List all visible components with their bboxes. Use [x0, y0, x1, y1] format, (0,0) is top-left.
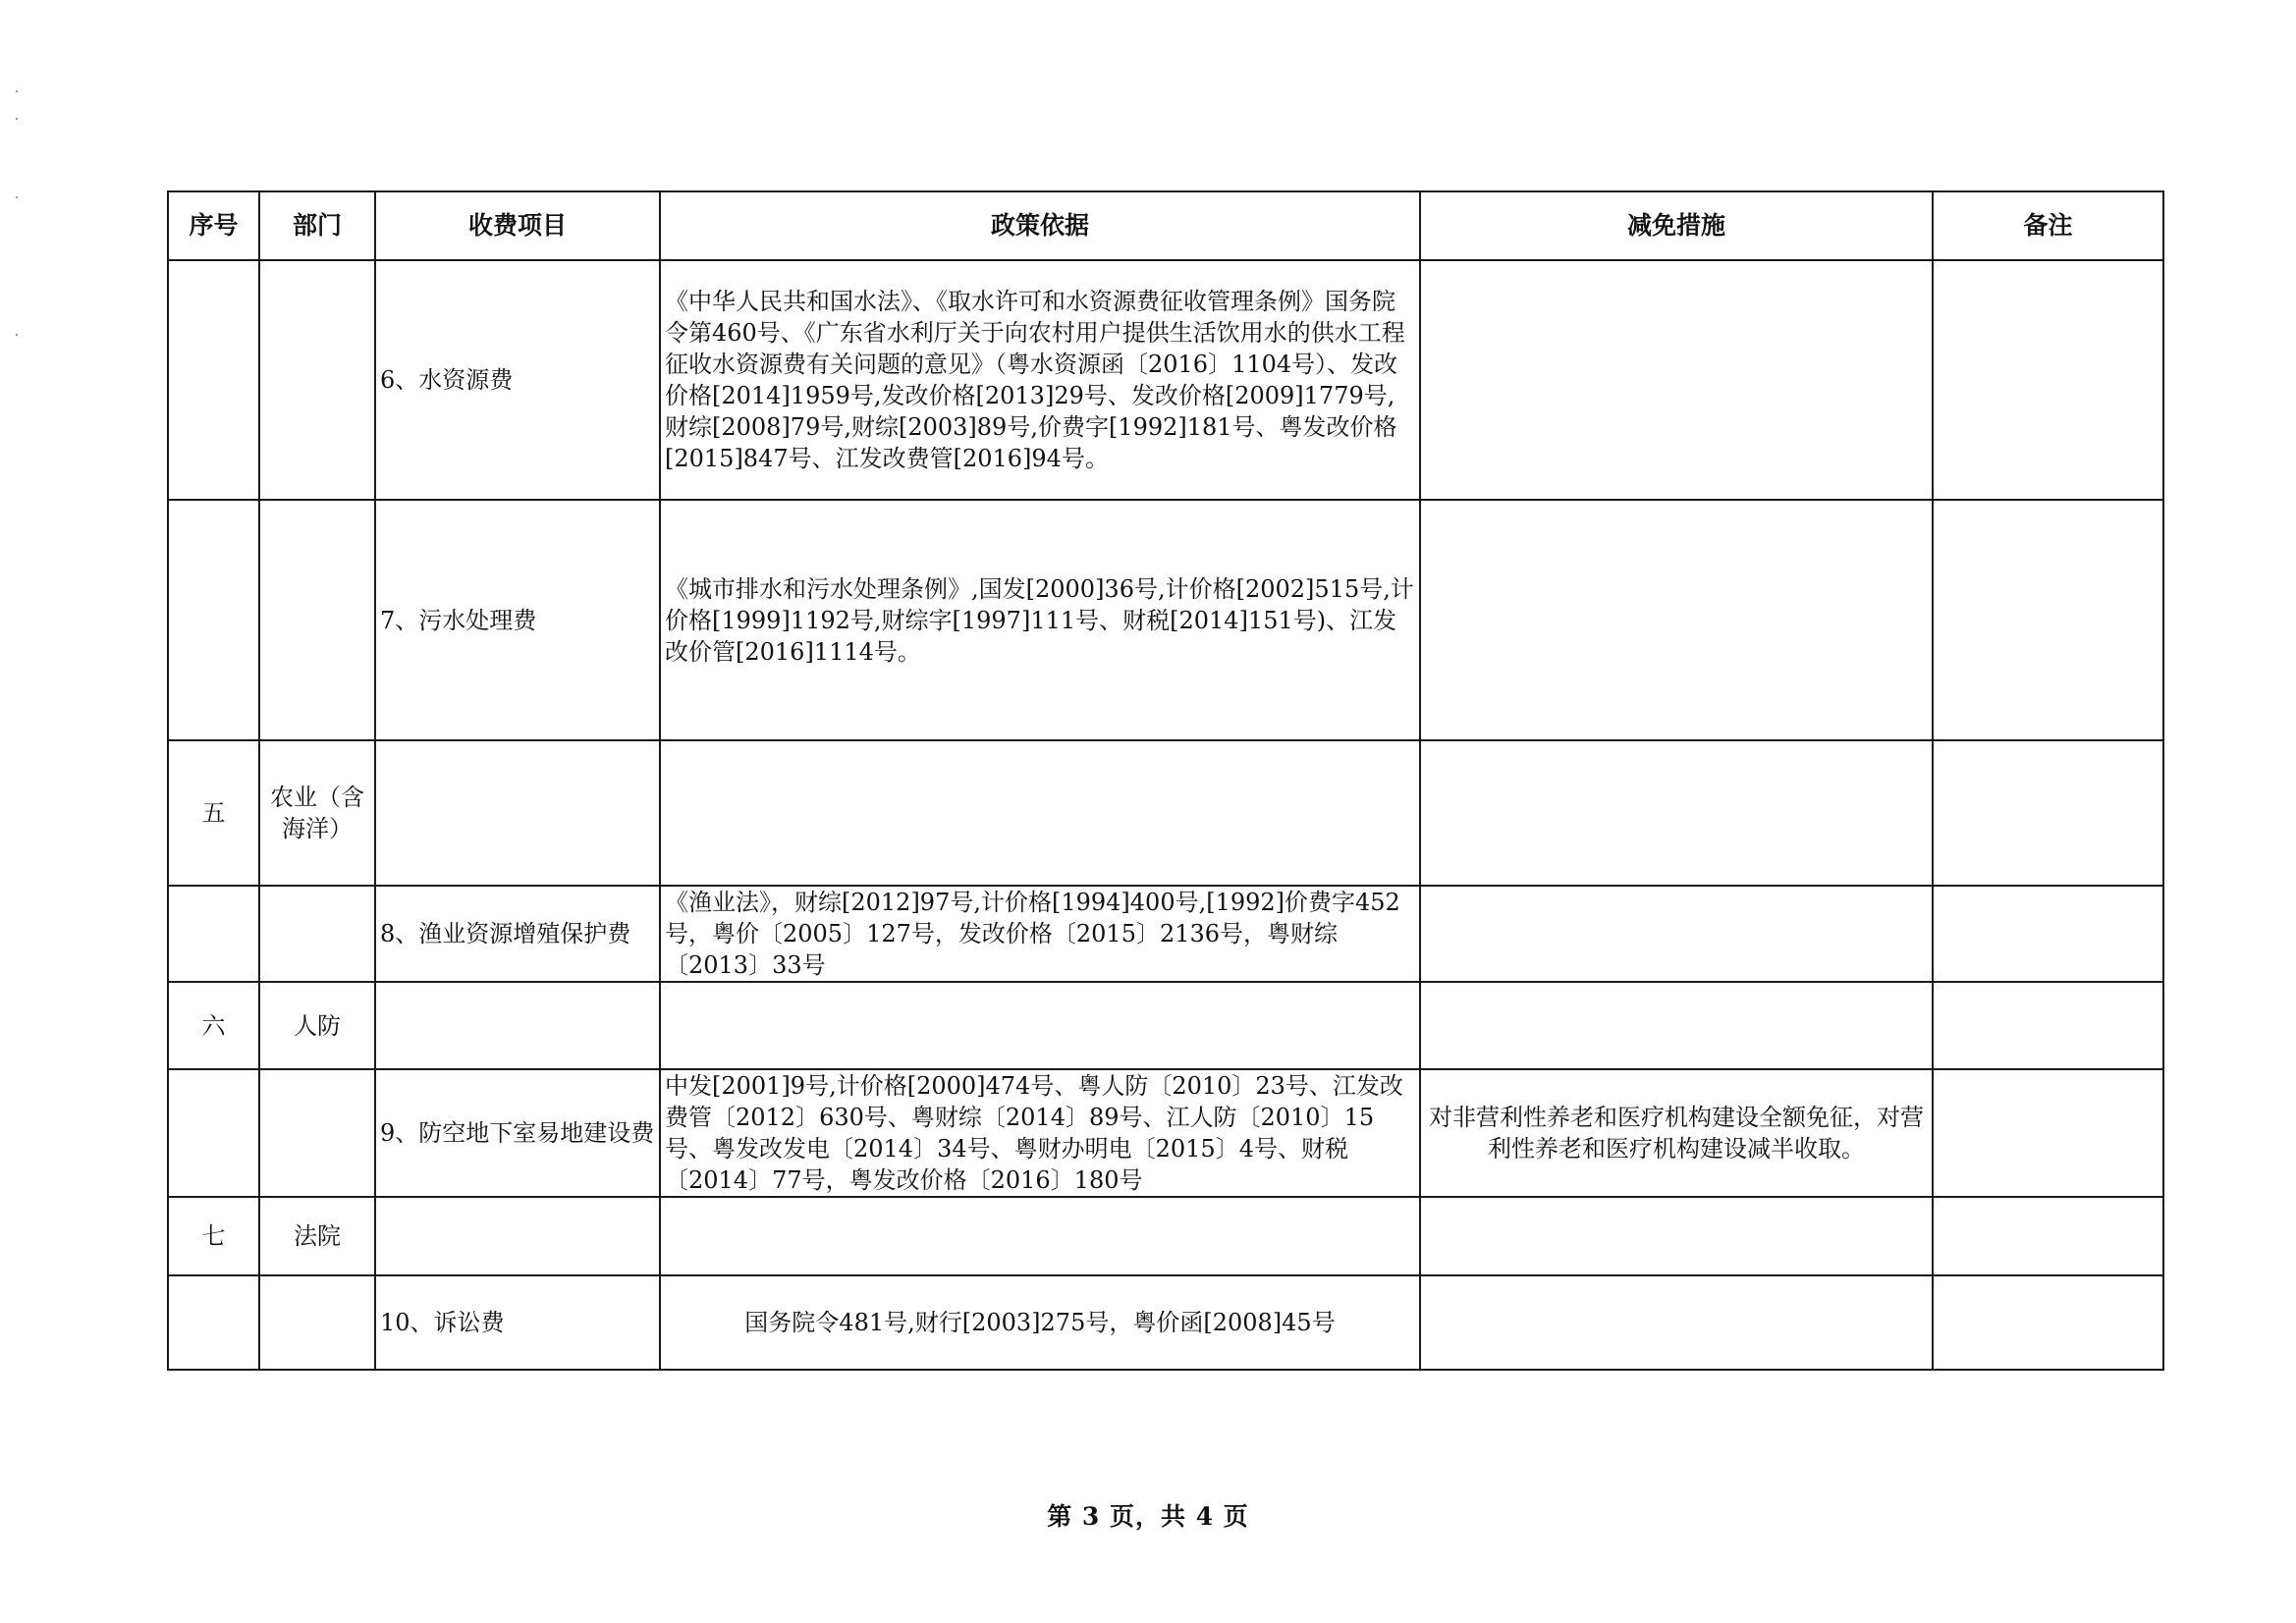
cell-dept: 人防: [259, 982, 375, 1069]
cell-seq: [168, 260, 259, 500]
cell-seq: [168, 1275, 259, 1370]
cell-basis: 《渔业法》，财综[2012]97号,计价格[1994]400号,[1992]价费字452号，粤价〔2005〕127号，发改价格〔2015〕2136号，粤财综〔2013〕33号: [660, 886, 1420, 982]
cell-seq: [168, 1069, 259, 1197]
cell-seq: [168, 500, 259, 740]
cell-basis: 中发[2001]9号,计价格[2000]474号、粤人防〔2010〕23号、江发改费管〔2012〕630号、粤财综〔2014〕89号、江人防〔2010〕15号、粤发改发电〔2014〕34号、粤财办明电〔2015〕4号、财税〔2014〕77号，粤发改价格〔2016〕180号: [660, 1069, 1420, 1197]
table-row: [168, 260, 2163, 500]
cell-item: 7、污水处理费: [375, 500, 660, 740]
header-dept: 部门: [259, 191, 375, 260]
cell-note: [1933, 886, 2163, 982]
scan-speck: [16, 118, 18, 120]
cell-note: [1933, 1197, 2163, 1275]
cell-basis: [660, 982, 1420, 1069]
table-row: [168, 982, 2163, 1069]
cell-measure: [1420, 1275, 1933, 1370]
header-item: 收费项目: [375, 191, 660, 260]
header-note: 备注: [1933, 191, 2163, 260]
table-row: [168, 740, 2163, 886]
cell-dept: 农业（含海洋）: [259, 740, 375, 886]
header-basis: 政策依据: [660, 191, 1420, 260]
cell-item: [375, 1197, 660, 1275]
cell-note: [1933, 260, 2163, 500]
table-row: [168, 1069, 2163, 1197]
cell-dept: 法院: [259, 1197, 375, 1275]
cell-measure: [1420, 500, 1933, 740]
cell-measure: [1420, 1197, 1933, 1275]
cell-seq: 五: [168, 740, 259, 886]
header-measure: 减免措施: [1420, 191, 1933, 260]
scan-speck: [16, 90, 18, 92]
cell-dept: [259, 1275, 375, 1370]
cell-basis: 国务院令481号,财行[2003]275号，粤价函[2008]45号: [660, 1275, 1420, 1370]
table-row: [168, 886, 2163, 982]
cell-dept: [259, 1069, 375, 1197]
table-header-row: [168, 191, 2163, 260]
cell-item: 9、防空地下室易地建设费: [375, 1069, 660, 1197]
cell-note: [1933, 500, 2163, 740]
header-seq: 序号: [168, 191, 259, 260]
cell-item: 6、水资源费: [375, 260, 660, 500]
cell-seq: 七: [168, 1197, 259, 1275]
cell-measure: [1420, 260, 1933, 500]
cell-basis: 《中华人民共和国水法》、《取水许可和水资源费征收管理条例》国务院令第460号、《广东省水利厅关于向农村用户提供生活饮用水的供水工程征收水资源费有关问题的意见》（粤水资源函〔2016〕1104号）、发改价格[2014]1959号,发改价格[2013]29号、发改价格[2009]1779号,财综[2008]79号,财综[2003]89号,价费字[1992]181号、粤发改价格[2015]847号、江发改费管[2016]94号。: [660, 260, 1420, 500]
cell-measure: [1420, 982, 1933, 1069]
cell-basis: 《城市排水和污水处理条例》,国发[2000]36号,计价格[2002]515号,计价格[1999]1192号,财综字[1997]111号、财税[2014]151号)、江发改价管[2016]1114号。: [660, 500, 1420, 740]
cell-dept: [259, 260, 375, 500]
cell-measure: [1420, 886, 1933, 982]
cell-item: [375, 740, 660, 886]
cell-basis: [660, 740, 1420, 886]
scan-speck: [16, 196, 18, 198]
cell-measure: 对非营利性养老和医疗机构建设全额免征，对营利性养老和医疗机构建设减半收取。: [1420, 1069, 1933, 1197]
cell-note: [1933, 1069, 2163, 1197]
table-row: [168, 500, 2163, 740]
cell-seq: [168, 886, 259, 982]
scan-speck: [16, 334, 18, 336]
table-row: [168, 1275, 2163, 1370]
cell-measure: [1420, 740, 1933, 886]
cell-note: [1933, 740, 2163, 886]
cell-note: [1933, 1275, 2163, 1370]
table-row: [168, 1197, 2163, 1275]
cell-item: [375, 982, 660, 1069]
cell-dept: [259, 500, 375, 740]
cell-dept: [259, 886, 375, 982]
cell-basis: [660, 1197, 1420, 1275]
cell-item: 10、诉讼费: [375, 1275, 660, 1370]
cell-note: [1933, 982, 2163, 1069]
cell-item: 8、渔业资源增殖保护费: [375, 886, 660, 982]
page-number: 第 3 页，共 4 页: [1047, 1502, 1249, 1531]
fee-table: [167, 190, 2164, 1371]
cell-seq: 六: [168, 982, 259, 1069]
